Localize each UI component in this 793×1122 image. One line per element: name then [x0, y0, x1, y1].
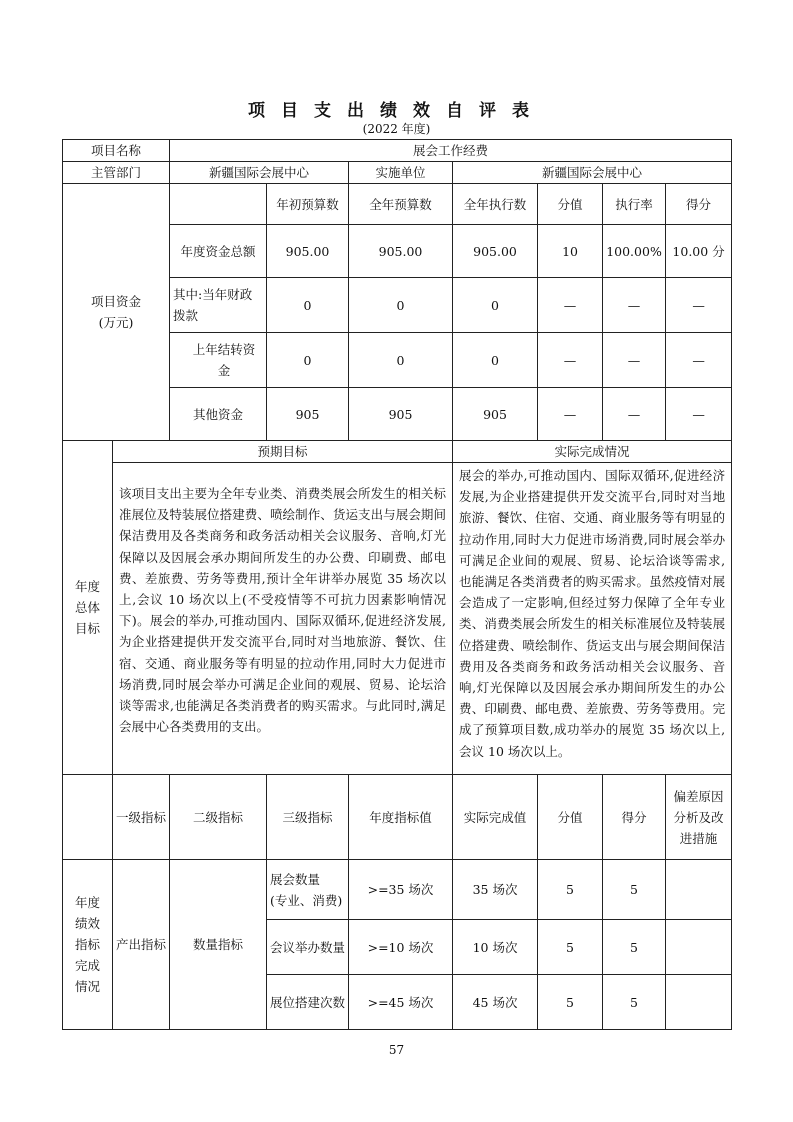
indicator-header: 偏差原因分析及改进措施	[666, 775, 732, 860]
funds-cell: —	[666, 388, 732, 441]
project-name-label: 项目名称	[63, 140, 170, 162]
dept-label: 主管部门	[63, 162, 170, 184]
document-title: 项目支出绩效自评表	[248, 101, 545, 121]
indicator-header: 得分	[603, 775, 666, 860]
indicator-header: 三级指标	[267, 775, 349, 860]
indicator-header-blank	[63, 775, 113, 860]
self-evaluation-table	[62, 139, 732, 1030]
funds-cell: 0	[267, 333, 349, 388]
funds-header: 全年预算数	[349, 184, 453, 225]
funds-cell: 10.00 分	[666, 225, 732, 278]
indicator-header: 二级指标	[170, 775, 267, 860]
indicator-header: 年度指标值	[349, 775, 453, 860]
funds-cell: 0	[453, 278, 538, 333]
level2-indicator: 数量指标	[170, 860, 267, 1030]
deviation-remark	[666, 860, 732, 920]
indicator-header: 实际完成值	[453, 775, 538, 860]
target-value: >=45 场次	[349, 975, 453, 1030]
level3-indicator: 会议举办数量	[267, 920, 349, 975]
funds-row-label: 其中:当年财政拨款	[170, 278, 267, 333]
impl-unit-label: 实施单位	[349, 162, 453, 184]
score: 5	[603, 920, 666, 975]
dept-value: 新疆国际会展中心	[170, 162, 349, 184]
funds-cell: 10	[538, 225, 603, 278]
level3-indicator: 展会数量 (专业、消费)	[267, 860, 349, 920]
funds-cell: —	[666, 333, 732, 388]
deviation-remark	[666, 975, 732, 1030]
funds-header-blank	[170, 184, 267, 225]
funds-cell: —	[603, 388, 666, 441]
level1-indicator: 产出指标	[113, 860, 170, 1030]
funds-label: 项目资金 (万元)	[63, 184, 170, 441]
funds-cell: 100.00%	[603, 225, 666, 278]
funds-header: 分值	[538, 184, 603, 225]
target-value: >=10 场次	[349, 920, 453, 975]
actual-value: 45 场次	[453, 975, 538, 1030]
score-value: 5	[538, 860, 603, 920]
funds-cell: —	[603, 333, 666, 388]
funds-cell: 0	[349, 333, 453, 388]
funds-cell: 905.00	[349, 225, 453, 278]
funds-cell: 0	[453, 333, 538, 388]
funds-cell: —	[538, 278, 603, 333]
actual-completion-text: 展会的举办,可推动国内、国际双循环,促进经济发展,为企业搭建提供开发交流平台,同时对当地旅游、餐饮、住宿、交通、商业服务等有明显的拉动作用,同时大力促进市场消费,同时展会举办可满足企业间的观展、贸易、论坛洽谈等需求,也能满足各类消费者的购买需求。虽然疫情对展会造成了一定影响,但经过努力保障了全年专业类、消费类展会所发生的相关标准展位及特装展位搭建费、喷绘制作、货运支出与展会期间保洁费用及各类商务和政务活动相关会议服务、音响,灯光保障以及因展会承办期间所发生的办公费、印刷费、邮电费、差旅费、劳务等费用。完成了预算项目数,成功举办的展览 35 场次以上,会议 10 场次以上。	[453, 463, 732, 775]
indicator-section-label: 年度 绩效 指标 完成 情况	[63, 860, 113, 1030]
funds-row-label: 年度资金总额	[170, 225, 267, 278]
funds-cell: 905	[349, 388, 453, 441]
funds-cell: —	[603, 278, 666, 333]
funds-cell: —	[666, 278, 732, 333]
funds-cell: 905.00	[267, 225, 349, 278]
funds-cell: 0	[267, 278, 349, 333]
level3-indicator: 展位搭建次数	[267, 975, 349, 1030]
funds-header: 年初预算数	[267, 184, 349, 225]
project-name-value: 展会工作经费	[170, 140, 732, 162]
funds-cell: 905	[267, 388, 349, 441]
funds-cell: 905.00	[453, 225, 538, 278]
impl-unit-value: 新疆国际会展中心	[453, 162, 732, 184]
score-value: 5	[538, 920, 603, 975]
deviation-remark	[666, 920, 732, 975]
score: 5	[603, 860, 666, 920]
funds-cell: —	[538, 388, 603, 441]
expected-goal-text: 该项目支出主要为全年专业类、消费类展会所发生的相关标准展位及特装展位搭建费、喷绘制作、货运支出与展会期间保洁费用及各类商务和政务活动相关会议服务、音响,灯光保障以及因展会承办期间所发生的办公费、印刷费、邮电费、差旅费、劳务等费用,预计全年讲举办展览 35 场次以上,会议 10 场次以上(不受疫情等不可抗力因素影响情况下)。展会的举办,可推动国内、国际双循环,促进经济发展,为企业搭建提供开发交流平台,同时对当地旅游、餐饮、住宿、交通、商业服务等有明显的拉动作用,同时大力促进市场消费,同时展会举办可满足企业间的观展、贸易、论坛洽谈等需求,也能满足各类消费者的购买需求。与此同时,满足会展中心各类费用的支出。	[113, 463, 453, 775]
funds-cell: 0	[349, 278, 453, 333]
actual-completion-header: 实际完成情况	[453, 441, 732, 463]
funds-header: 全年执行数	[453, 184, 538, 225]
funds-header: 执行率	[603, 184, 666, 225]
score-value: 5	[538, 975, 603, 1030]
funds-cell: —	[538, 333, 603, 388]
target-value: >=35 场次	[349, 860, 453, 920]
actual-value: 35 场次	[453, 860, 538, 920]
actual-value: 10 场次	[453, 920, 538, 975]
funds-row-label: 其他资金	[170, 388, 267, 441]
funds-cell: 905	[453, 388, 538, 441]
funds-row-label: 上年结转资金	[170, 333, 267, 388]
year-label: (2022 年度)	[362, 122, 431, 136]
indicator-header: 一级指标	[113, 775, 170, 860]
page-number: 57	[388, 1043, 405, 1057]
indicator-header: 分值	[538, 775, 603, 860]
funds-header: 得分	[666, 184, 732, 225]
overall-goal-label: 年度 总体 目标	[63, 441, 113, 775]
expected-goal-header: 预期目标	[113, 441, 453, 463]
score: 5	[603, 975, 666, 1030]
